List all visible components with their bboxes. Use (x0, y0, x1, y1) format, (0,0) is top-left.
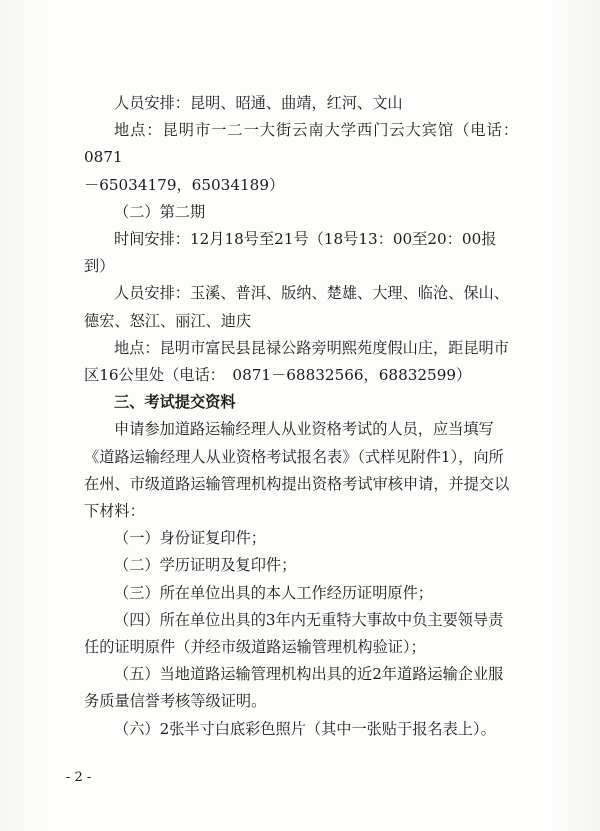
list-item: （六）2张半寸白底彩色照片（其中一张贴于报名表上）。 (114, 719, 496, 738)
text-line: 德宏、怒江、丽江、迪庆 (84, 311, 252, 330)
text-line: 地点：昆明市富民县昆禄公路旁明熙苑度假山庄，距昆明市 (114, 338, 509, 357)
document-body (84, 90, 518, 743)
text-line: 时间安排：12月18号至21号（18号13：00至20：00报 (114, 230, 497, 249)
text-line: 人员安排：昆明、昭通、曲靖，红河、文山 (114, 94, 403, 112)
page-number: - 2 - (66, 770, 92, 785)
list-item: （一）身份证复印件； (114, 529, 266, 548)
text-line: 《道路运输经理人从业资格考试报名表》（式样见附件1），向所 (84, 447, 504, 466)
text-line: 务质量信誉考核等级证明。 (84, 692, 267, 711)
text-line: 到） (84, 257, 115, 276)
text-line: 区16公里处（电话： 0871－68832566，68832599） (84, 366, 472, 385)
list-item: （五）当地道路运输管理机构出具的近2年道路运输企业服 (114, 665, 504, 684)
list-item: （三）所在单位出具的本人工作经历证明原件； (114, 583, 433, 602)
list-item: （二）学历证明及复印件； (114, 556, 297, 575)
list-item: （四）所在单位出具的3年内无重特大事故中负主要领导责 (114, 610, 504, 629)
text-line: 地点：昆明市一二一大街云南大学西门云大宾馆（电话：0871 (84, 121, 518, 167)
text-line: －65034179，65034189） (84, 175, 285, 194)
text-line: 在州、市级道路运输管理机构提出资格考试审核申请，并提交以 (84, 474, 510, 493)
text-line: 下材料： (84, 502, 145, 521)
text-line: 申请参加道路运输经理人从业资格考试的人员，应当填写 (114, 420, 494, 439)
section-subheading: （二）第二期 (114, 202, 206, 221)
text-line: 人员安排：玉溪、普洱、版纳、楚雄、大理、临沧、保山、 (114, 284, 509, 303)
section-heading: 三、考试提交资料 (114, 393, 236, 412)
text-line: 任的证明原件（并经市级道路运输管理机构验证）； (84, 638, 426, 657)
